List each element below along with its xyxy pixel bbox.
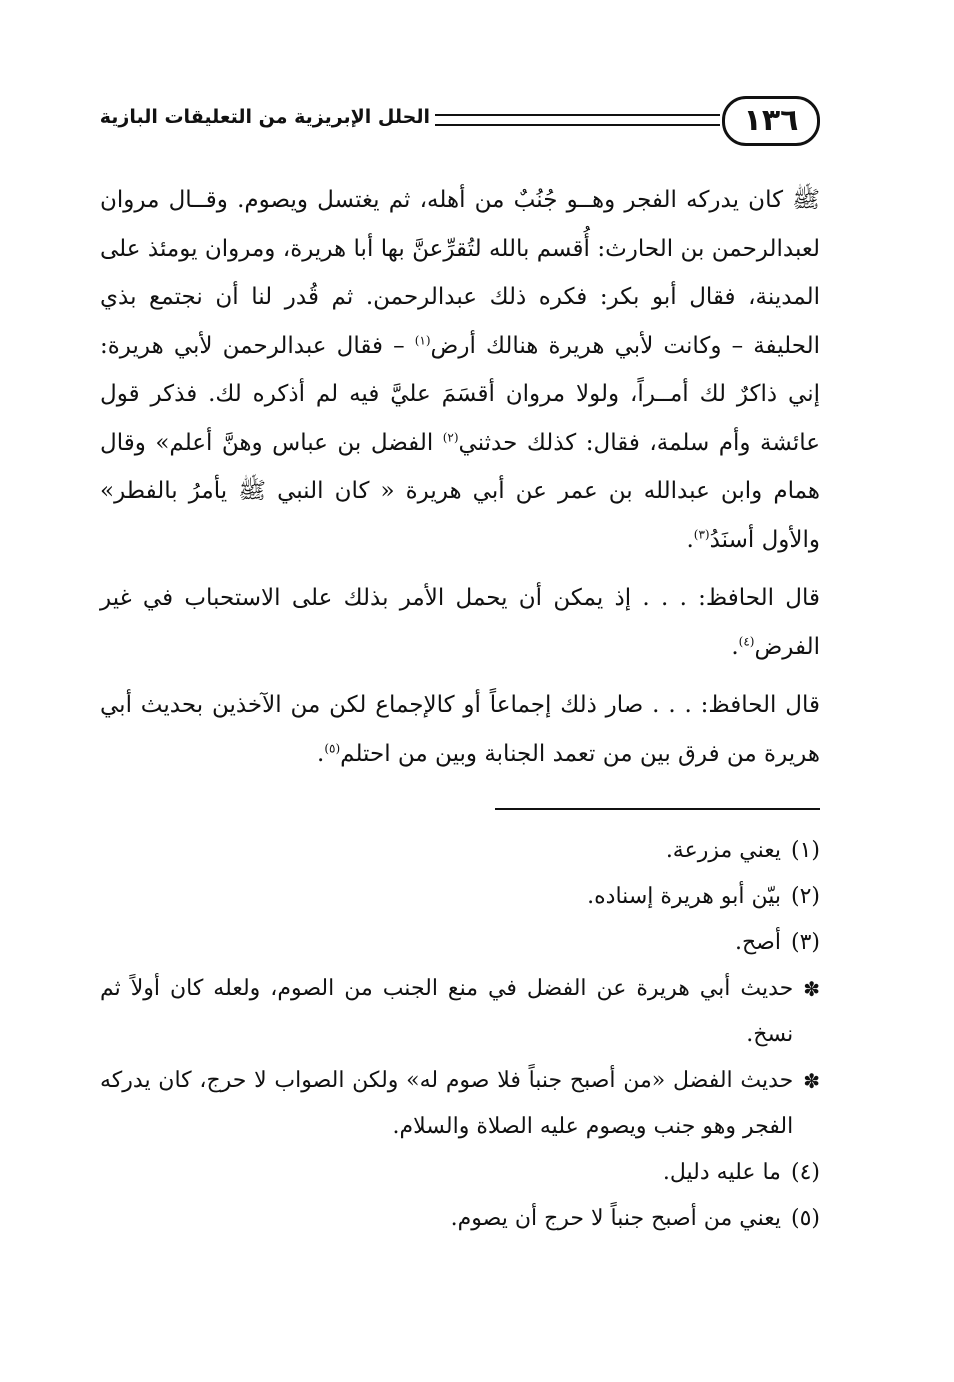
comment-note-2: [100, 1058, 820, 1150]
comment-text: حديث أبي هريرة عن الفضل في منع الجنب من الصوم، ولعله كان أولاً ثم نسخ.: [100, 976, 794, 1047]
paragraph-1-text: ﷺ كان يدركه الفجر وهــو جُنُبٌ من أهله، ثم يغتسل ويصوم. وقــال مروان لعبدالرحمن بن الحارث: أُقسم بالله لتُقرِّعنَّ بها أبا هريرة، ومروان يومئذ على المدينة، فقال أبو بكر: فكره ذلك عبدالرحمن. ثم قُدر لنا أن نجتمع بذي الحليفة – وكانت لأبي هريرة هنالك أرض: [100, 187, 820, 359]
header-rule: [435, 114, 720, 126]
paragraph-1-text-3: الفضل بن عباس وهنَّ أعلم» وقال همام وابن عبدالله بن عمر عن أبي هريرة « كان النبي ﷺ يأمرُ بالفطر» والأول أسنَدُ: [100, 429, 820, 553]
paragraph-3-end: .: [317, 740, 325, 767]
footnote-2: [100, 874, 820, 920]
comment-note-1: [100, 966, 820, 1058]
paragraph-2-end: .: [731, 633, 739, 660]
book-title: الحلل الإبريزية من التعليقات البازية: [99, 106, 430, 128]
page-number: ١٣٦: [722, 96, 820, 146]
footnote-ref-3: (٣): [693, 526, 710, 541]
page-header: [100, 92, 820, 152]
footnote-ref-5: (٥): [324, 740, 341, 755]
comment-text: حديث الفضل «من أصبح جنباً فلا صوم له» ولكن الصواب لا حرج، كان يدركه الفجر وهو جنب ويصوم عليه الصلاة والسلام.: [100, 1068, 794, 1139]
footnote-divider: [495, 808, 820, 810]
footnotes: [100, 828, 820, 1242]
footnote-text: بيّن أبو هريرة إسناده.: [587, 884, 781, 909]
footnote-5: [100, 1196, 820, 1242]
asterisk-icon: ✽: [803, 977, 820, 1001]
paragraph-1-text-2: – فقال عبدالرحمن لأبي هريرة: إني ذاكرٌ لك أمــراً، ولولا مروان أقسَمَ عليَّ فيه لم أذكره لك. فذكر قول عائشة وأم سلمة، فقال: كذلك حدثني: [100, 332, 821, 456]
footnote-text: يعني مزرعة.: [665, 838, 781, 863]
footnote-text: يعني من أصبح جنباً لا حرج أن يصوم.: [450, 1206, 781, 1231]
paragraph-3: [100, 681, 820, 778]
asterisk-icon: ✽: [803, 1069, 820, 1093]
footnote-4: [100, 1150, 820, 1196]
paragraph-2: [100, 574, 820, 671]
footnote-mark: (١): [790, 838, 820, 863]
paragraph-1: [100, 176, 820, 564]
footnote-1: [100, 828, 820, 874]
footnote-mark: (٤): [790, 1160, 820, 1185]
footnote-3: [100, 920, 820, 966]
page-content: [100, 176, 820, 1242]
footnote-ref-4: (٤): [738, 633, 755, 648]
paragraph-3-text: قال الحافظ: . . . صار ذلك إجماعاً أو كالإجماع لكن من الآخذين بحديث أبي هريرة من فرق بين من تعمد الجنابة وبين من احتلم: [100, 692, 820, 767]
footnote-text: أصح.: [734, 930, 781, 955]
footnote-text: ما عليه دليل.: [662, 1160, 781, 1185]
footnote-ref-1: (١): [414, 332, 431, 347]
footnote-mark: (٥): [790, 1206, 820, 1231]
footnote-ref-2: (٢): [442, 429, 459, 444]
footnote-mark: (٢): [790, 884, 820, 909]
paragraph-2-text: قال الحافظ: . . . إذ يمكن أن يحمل الأمر بذلك على الاستحباب في غير الفرض: [100, 585, 820, 660]
paragraph-1-end: .: [686, 526, 694, 553]
footnote-mark: (٣): [790, 930, 820, 955]
